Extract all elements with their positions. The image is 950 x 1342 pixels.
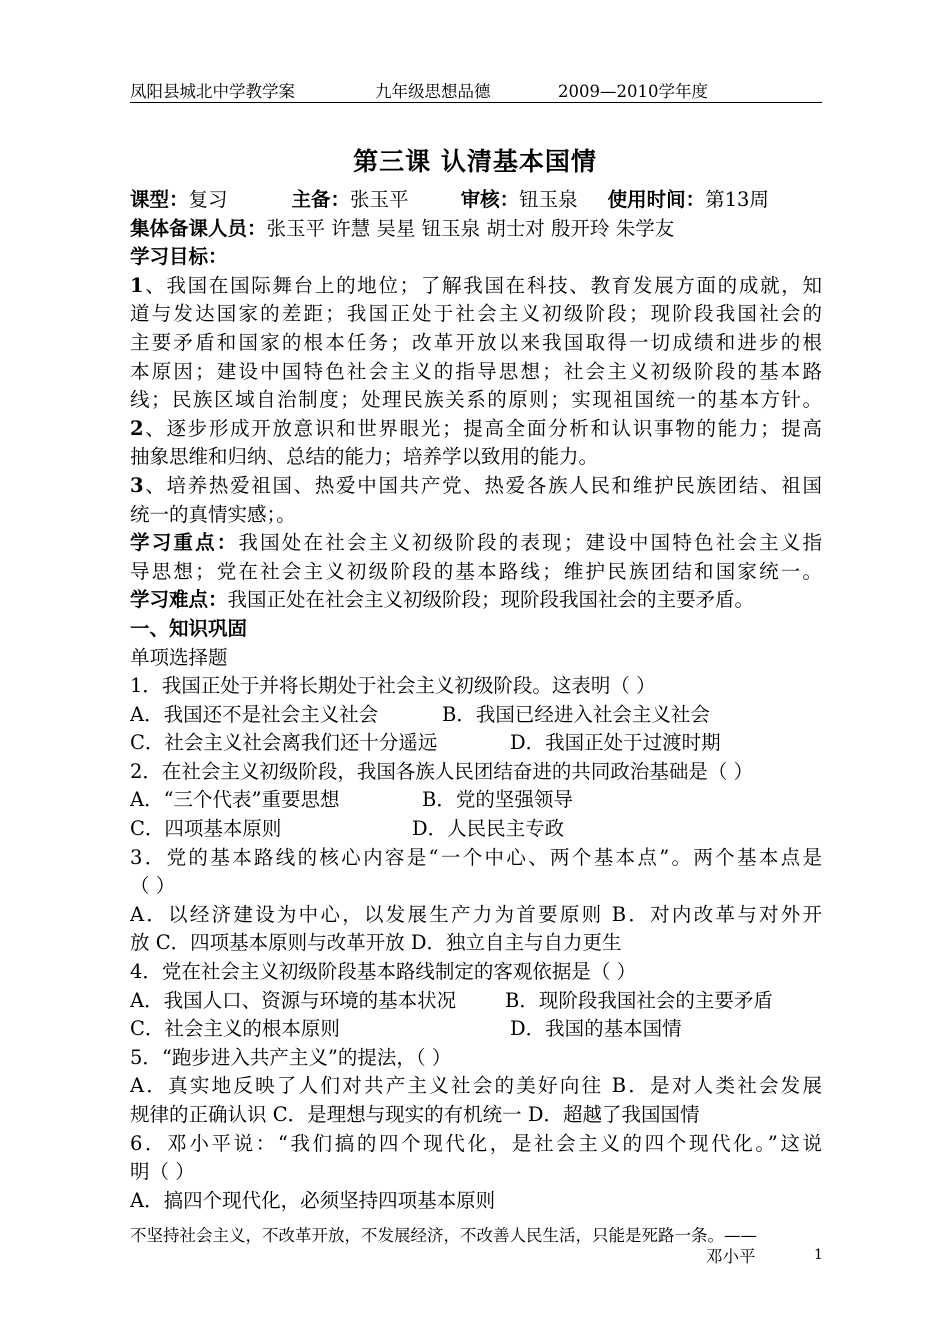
type-value: 复习 xyxy=(188,188,228,211)
goal-2-line-1: 2、逐步形成开放意识和世界眼光；提高全面分析和认识事物的能力；提高 xyxy=(130,416,822,440)
question-3-line-2: （ ） xyxy=(130,874,176,898)
meta-row xyxy=(130,186,822,215)
question-6-line-2: 明（ ） xyxy=(130,1160,195,1184)
header-year: 2009—2010学年度 xyxy=(558,82,708,101)
header-grade: 九年级思想品德 xyxy=(375,82,491,101)
review-value: 钮玉泉 xyxy=(519,188,578,211)
goal-1-line-1: 1、我国在国际舞台上的地位；了解我国在科技、教育发展方面的成就，知 xyxy=(130,273,822,297)
lead-value: 张玉平 xyxy=(350,188,409,211)
question-1-options-ab: A．我国还不是社会主义社会 B．我国已经进入社会主义社会 xyxy=(130,702,710,726)
question-3-options-line-1: A．以经济建设为中心，以发展生产力为首要原则 B．对内改革与对外开 xyxy=(130,902,822,926)
header-school: 凤阳县城北中学教学案 xyxy=(130,82,295,101)
key-points-label: 学习重点： xyxy=(130,531,239,555)
goal-3-line-2: 统一的真情实感；。 xyxy=(130,502,296,526)
goal-1-line-2: 道与发达国家的差距；我国正处于社会主义初级阶段；现阶段我国社会的 xyxy=(130,302,822,326)
footer-quote: 不坚持社会主义，不改革开放，不发展经济，不改善人民生活，只能是死路一条。—— xyxy=(130,1226,757,1245)
goal-2-number: 2 xyxy=(130,416,144,440)
question-4: 4．党在社会主义初级阶段基本路线制定的客观依据是（ ） xyxy=(130,960,637,984)
goal-2-line-2: 抽象思维和归纳、总结的能力；培养学以致用的能力。 xyxy=(130,445,599,469)
question-1: 1．我国正处于并将长期处于社会主义初级阶段。这表明（ ） xyxy=(130,674,656,698)
question-4-options-ab: A．我国人口、资源与环境的基本状况 B．现阶段我国社会的主要矛盾 xyxy=(130,988,773,1012)
section-heading: 一、知识巩固 xyxy=(130,616,248,640)
goals-heading: 学习目标： xyxy=(130,245,228,269)
team-value: 张玉平 许慧 吴星 钮玉泉 胡士对 殷开玲 朱学友 xyxy=(266,216,675,240)
document-body xyxy=(130,186,822,1215)
question-2-options-cd: C．四项基本原则 D．人民民主专政 xyxy=(130,817,565,841)
page-number: 1 xyxy=(814,1247,823,1263)
page-header xyxy=(130,76,822,103)
question-6-line-1: 6．邓小平说：“我们搞的四个现代化，是社会主义的四个现代化。”这说 xyxy=(130,1131,822,1155)
question-5: 5．“跑步进入共产主义”的提法，（ ） xyxy=(130,1045,452,1069)
question-2: 2．在社会主义初级阶段，我国各族人民团结奋进的共同政治基础是（ ） xyxy=(130,759,754,783)
team-row xyxy=(130,215,822,244)
question-5-options-line-2: 规律的正确认识 C．是理想与现实的有机统一 D．超越了我国国情 xyxy=(130,1103,700,1126)
goal-1-line-5: 线；民族区域自治制度；处理民族关系的原则；实现祖国统一的基本方针。 xyxy=(130,388,822,412)
question-1-options-cd: C．社会主义社会离我们还十分遥远 D．我国正处于过渡时期 xyxy=(130,731,721,755)
key-points-line-1: 学习重点：我国处在社会主义初级阶段的表现；建设中国特色社会主义指 xyxy=(130,531,822,555)
goal-1-line-3: 主要矛盾和国家的根本任务；改革开放以来我国取得一切成绩和进步的根 xyxy=(130,330,822,354)
goal-3-number: 3 xyxy=(130,473,144,497)
question-3-line-1: 3．党的基本路线的核心内容是“一个中心、两个基本点”。两个基本点是 xyxy=(130,845,822,869)
goal-1-line-4: 本原因；建设中国特色社会主义的指导思想；社会主义初级阶段的基本路 xyxy=(130,359,822,383)
section-subheading: 单项选择题 xyxy=(130,645,228,669)
difficulty-label: 学习难点： xyxy=(130,588,228,612)
review-label: 审核： xyxy=(460,188,520,211)
goal-3-line-1: 3、培养热爱祖国、热爱中国共产党、热爱各族人民和维护民族团结、祖国 xyxy=(130,473,822,497)
question-6-option-a: A．搞四个现代化，必须坚持四项基本原则 xyxy=(130,1188,496,1212)
question-2-options-ab: A．“三个代表”重要思想 B．党的坚强领导 xyxy=(130,788,573,812)
time-label: 使用时间： xyxy=(607,188,706,211)
lead-label: 主备： xyxy=(291,188,351,211)
footer-author: 邓小平 xyxy=(706,1247,756,1266)
type-label: 课型： xyxy=(130,188,189,211)
question-3-options-line-2: 放 C．四项基本原则与改革开放 D．独立自主与自力更生 xyxy=(130,931,622,955)
time-value: 第13周 xyxy=(705,188,769,211)
goal-1-number: 1 xyxy=(130,273,144,297)
difficulty-line: 学习难点：我国正处在社会主义初级阶段；现阶段我国社会的主要矛盾。 xyxy=(130,588,755,612)
key-points-line-2: 导思想；党在社会主义初级阶段的基本路线；维护民族团结和国家统一。 xyxy=(130,559,822,583)
question-5-options-line-1: A．真实地反映了人们对共产主义社会的美好向往 B．是对人类社会发展 xyxy=(130,1074,822,1098)
page-title: 第三课 认清基本国情 xyxy=(353,147,597,176)
team-label: 集体备课人员： xyxy=(130,216,267,240)
question-4-options-cd: C．社会主义的根本原则 D．我国的基本国情 xyxy=(130,1017,682,1041)
